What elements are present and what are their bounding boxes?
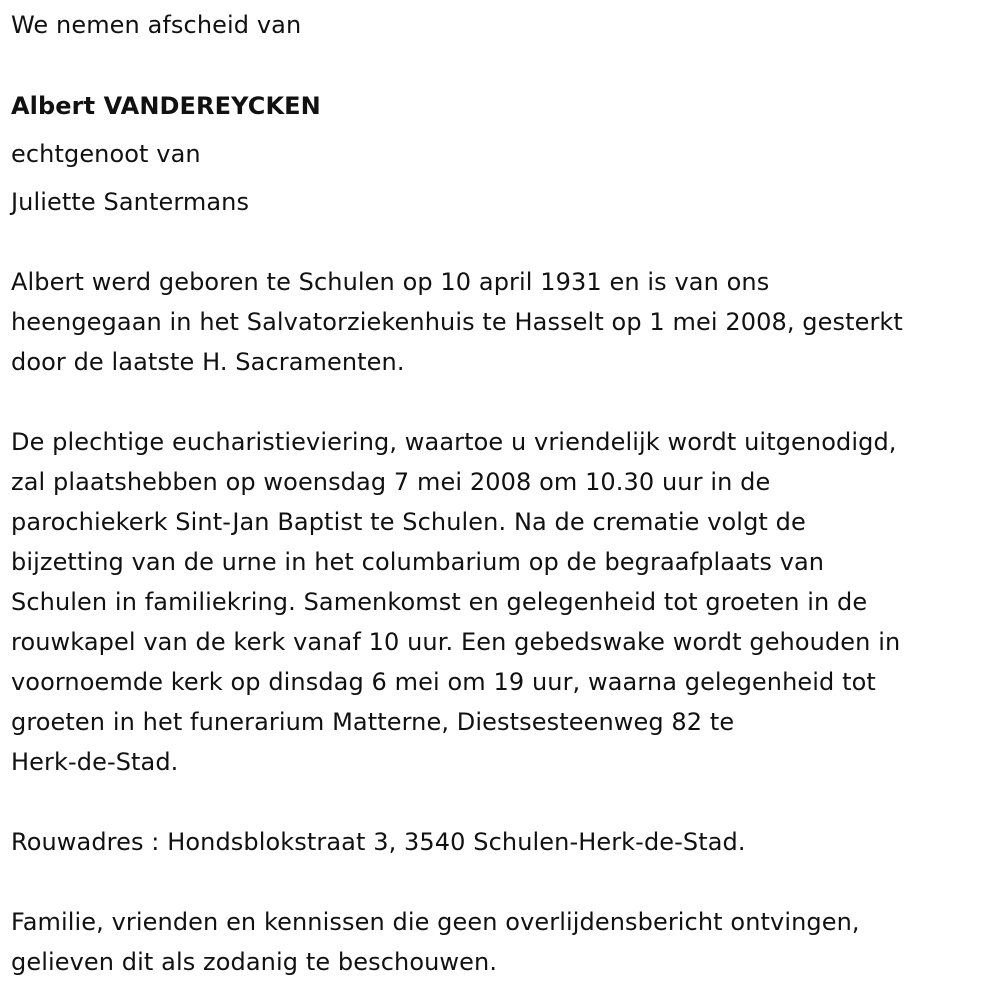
paragraph-line: Familie, vrienden en kennissen die geen overlijdensbericht ontvingen,: [11, 908, 860, 936]
mourning-address: Rouwadres : Hondsblokstraat 3, 3540 Schulen-Herk-de-Stad.: [11, 828, 746, 856]
paragraph-line: Schulen in familiekring. Samenkomst en gelegenheid tot groeten in de: [11, 588, 868, 616]
paragraph-line: bijzetting van de urne in het columbarium op de begraafplaats van: [11, 548, 825, 576]
deceased-name: Albert VANDEREYCKEN: [11, 92, 321, 120]
paragraph-line: parochiekerk Sint-Jan Baptist te Schulen. Na de crematie volgt de: [11, 508, 806, 536]
paragraph-line: gelieven dit als zodanig te beschouwen.: [11, 948, 498, 976]
paragraph-line: Herk-de-Stad.: [11, 748, 179, 776]
paragraph-line: groeten in het funerarium Matterne, Diestsesteenweg 82 te: [11, 708, 735, 736]
paragraph-line: voornoemde kerk op dinsdag 6 mei om 19 uur, waarna gelegenheid tot: [11, 668, 876, 696]
paragraph-line: De plechtige eucharistieviering, waartoe u vriendelijk wordt uitgenodigd,: [11, 428, 897, 456]
paragraph-line: rouwkapel van de kerk vanaf 10 uur. Een gebedswake wordt gehouden in: [11, 628, 901, 656]
paragraph-line: heengegaan in het Salvatorziekenhuis te Hasselt op 1 mei 2008, gesterkt: [11, 308, 903, 336]
paragraph-line: door de laatste H. Sacramenten.: [11, 348, 405, 376]
relation-line: echtgenoot van: [11, 140, 201, 168]
intro-line: We nemen afscheid van: [11, 11, 302, 39]
spouse-name: Juliette Santermans: [11, 188, 250, 216]
paragraph-line: zal plaatshebben op woensdag 7 mei 2008 om 10.30 uur in de: [11, 468, 771, 496]
paragraph-line: Albert werd geboren te Schulen op 10 april 1931 en is van ons: [11, 268, 770, 296]
